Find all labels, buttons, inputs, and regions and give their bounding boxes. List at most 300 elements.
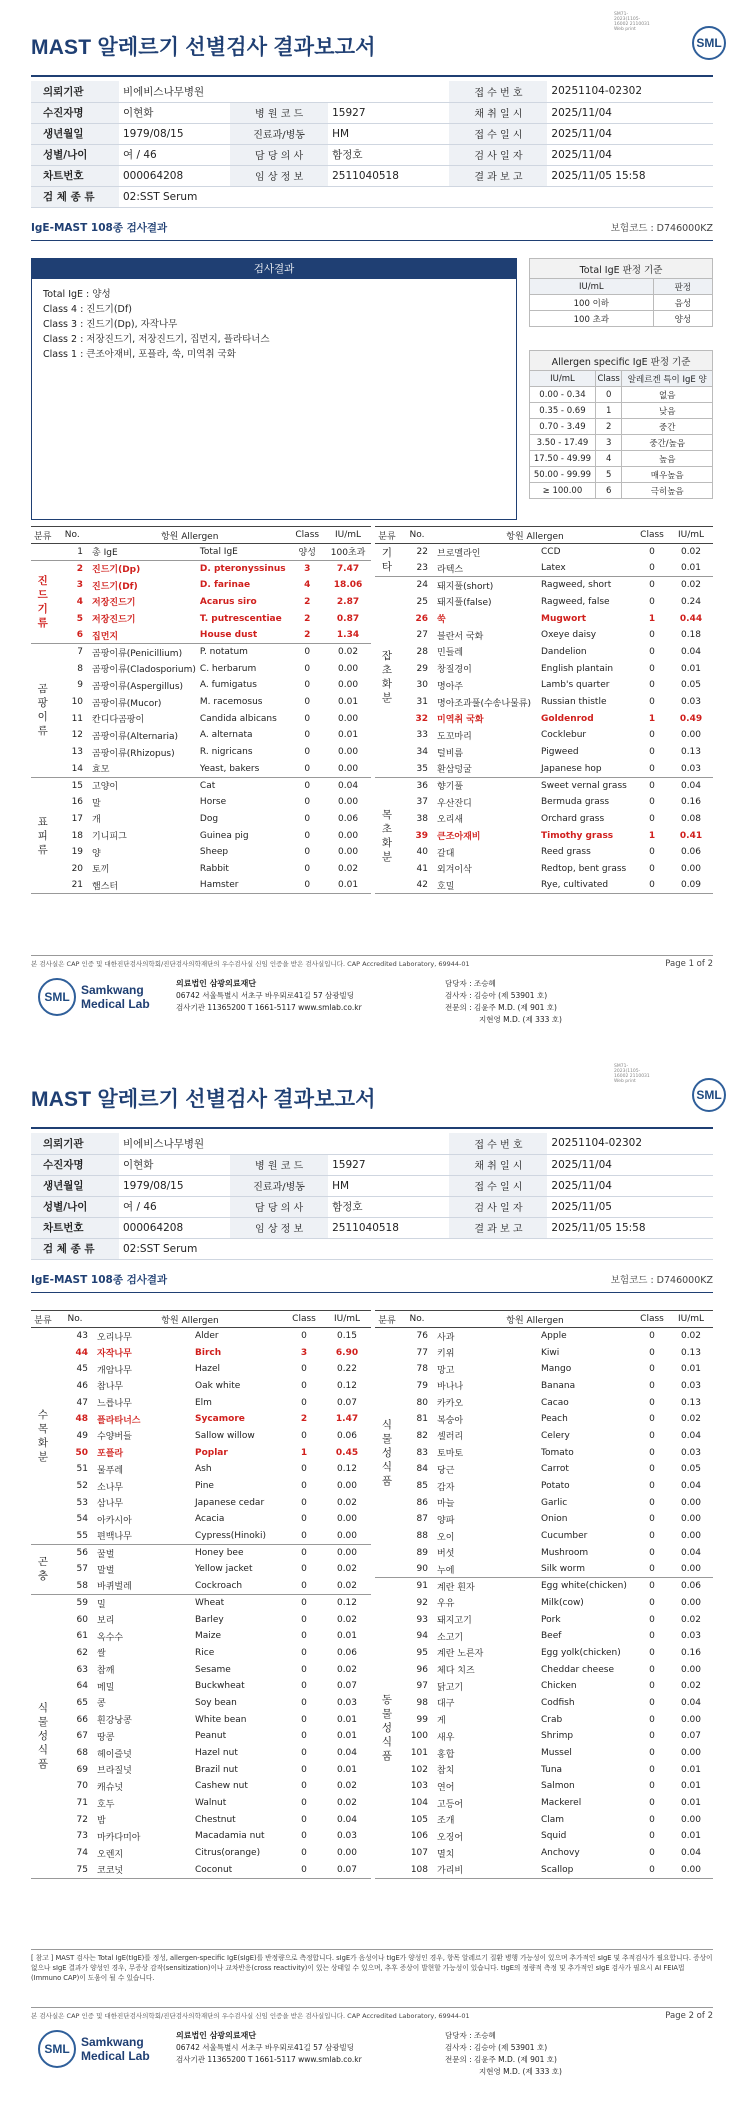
allergen-value: 0.02 [680, 547, 702, 558]
allergen-value: 0.13 [680, 1347, 702, 1358]
allergen-value: 0.05 [680, 680, 702, 691]
allergen-korean: 개 [92, 815, 101, 826]
allergen-no: 38 [416, 813, 428, 824]
allergen-no: 102 [410, 1764, 428, 1775]
allergen-row [375, 811, 713, 828]
table-header: Class [289, 527, 325, 544]
allergen-korean: 연어 [437, 1782, 455, 1793]
allergen-no: 14 [54, 760, 90, 777]
result-line: Class 4 : 진드기(Df) [43, 304, 132, 315]
allergen-row [375, 1845, 713, 1862]
allergen-no: 37 [416, 797, 428, 808]
allergen-class: 0 [649, 663, 655, 674]
allergen-english: Sycamore [195, 1414, 245, 1425]
allergen-no: 94 [416, 1631, 428, 1642]
allergen-row [375, 794, 713, 811]
criteria-cell: 4 [595, 451, 622, 467]
allergen-english: Rice [195, 1647, 215, 1658]
allergen-row [375, 827, 713, 844]
allergen-value: 0.02 [323, 1578, 371, 1595]
report-page-2 [0, 1052, 744, 2104]
allergen-value: 0.00 [338, 847, 359, 858]
allergen-row [31, 1528, 371, 1545]
table-header-row [31, 1311, 371, 1328]
allergen-english: Goldenrod [541, 713, 594, 724]
allergen-no: 83 [416, 1447, 428, 1458]
section-header [31, 220, 713, 241]
allergen-korean: 곰팡이류(Mucor) [92, 698, 162, 709]
title-rule [31, 1127, 713, 1129]
allergen-korean: 게 [437, 1716, 446, 1727]
allergen-no: 82 [416, 1430, 428, 1441]
allergen-english: Macadamia nut [195, 1831, 265, 1842]
allergen-no: 21 [54, 877, 90, 894]
allergen-english: Ragweed, short [541, 580, 612, 591]
allergen-row [375, 644, 713, 661]
allergen-row [31, 710, 371, 727]
allergen-english: Brazil nut [195, 1764, 238, 1775]
allergen-english: Peach [541, 1414, 568, 1425]
table-header: 분류 [375, 1311, 399, 1328]
allergen-value: 0.12 [336, 1464, 358, 1475]
allergen-row [375, 1678, 713, 1695]
table-header: IU/mL [669, 527, 713, 544]
allergen-no: 31 [416, 697, 428, 708]
allergen-english: Codfish [541, 1697, 575, 1708]
allergen-english: Reed grass [541, 847, 591, 858]
allergen-value: 0.00 [669, 1862, 713, 1879]
allergen-english: Cocklebur [541, 730, 587, 741]
category-label [31, 544, 54, 561]
allergen-class: 0 [301, 1614, 307, 1625]
allergen-english: Mushroom [541, 1547, 589, 1558]
allergen-korean: 양파 [437, 1515, 455, 1526]
allergen-class: 0 [301, 1647, 307, 1658]
allergen-value: 0.02 [680, 580, 702, 591]
allergen-row [31, 1628, 371, 1645]
allergen-value: 0.00 [680, 1497, 702, 1508]
allergen-english: Orchard grass [541, 813, 605, 824]
allergen-value: 0.00 [338, 663, 359, 674]
criteria-cell: 극히높음 [622, 483, 713, 499]
allergen-english: Egg yolk(chicken) [541, 1647, 621, 1658]
allergen-korean: 보리 [97, 1616, 115, 1627]
allergen-no: 59 [76, 1598, 88, 1609]
allergen-english: Dog [199, 813, 219, 824]
title-rule [31, 75, 713, 77]
allergen-no: 7 [77, 647, 84, 658]
allergen-korean: 계란 흰자 [437, 1582, 475, 1593]
allergen-row [375, 577, 713, 594]
allergen-row [375, 710, 713, 727]
allergen-value: 0.01 [325, 877, 371, 894]
allergen-row [31, 594, 371, 611]
allergen-row [31, 1778, 371, 1795]
allergen-no: 35 [399, 760, 435, 777]
section-title: IgE-MAST 108종 검사결과 [31, 221, 168, 234]
allergen-class: 0 [301, 1764, 307, 1775]
allergen-value: 0.06 [680, 1581, 702, 1592]
allergen-english: M. racemosus [199, 697, 263, 708]
allergen-english: Salmon [541, 1781, 575, 1792]
allergen-value: 0.00 [680, 863, 702, 874]
allergen-korean: 저장진드기 [92, 615, 136, 626]
allergen-english: Pork [541, 1614, 561, 1625]
allergen-value: 0.00 [338, 830, 359, 841]
allergen-row [31, 1394, 371, 1411]
allergen-no: 60 [76, 1614, 88, 1625]
allergen-no: 61 [76, 1631, 88, 1642]
allergen-table-right [375, 526, 713, 894]
allergen-no: 9 [77, 680, 84, 691]
allergen-row [31, 1595, 371, 1612]
category-label: 잡 초 화 분 [375, 577, 399, 777]
allergen-no: 47 [76, 1397, 88, 1408]
allergen-class: 0 [635, 1862, 669, 1879]
allergen-korean: 바퀴벌레 [95, 1578, 193, 1595]
allergen-korean: 자작나무 [97, 1349, 132, 1360]
allergen-no: 106 [410, 1831, 428, 1842]
allergen-korean: 말 [92, 798, 101, 809]
allergen-english: Buckwheat [195, 1681, 245, 1692]
allergen-no: 77 [416, 1347, 428, 1358]
allergen-value: 0.00 [680, 1664, 702, 1675]
allergen-no: 33 [416, 730, 428, 741]
allergen-row [31, 744, 371, 761]
table-header: 분류 [31, 527, 54, 544]
allergen-class: 1 [648, 830, 656, 841]
allergen-class: 0 [304, 863, 311, 874]
allergen-class: 0 [301, 1364, 307, 1375]
allergen-no: 74 [76, 1848, 88, 1859]
allergen-value: 0.09 [669, 877, 713, 894]
allergen-row [31, 544, 371, 561]
allergen-english: Beef [541, 1631, 562, 1642]
table-header: 항원 Allergen [95, 1311, 285, 1328]
allergen-row [375, 760, 713, 777]
allergen-korean: 오리새 [437, 815, 464, 826]
allergen-row [375, 1461, 713, 1478]
allergen-class: 0 [649, 1714, 655, 1725]
allergen-row [31, 727, 371, 744]
allergen-korean: 누에 [435, 1561, 539, 1578]
allergen-no: 91 [416, 1581, 428, 1592]
allergen-no: 32 [415, 713, 428, 724]
allergen-class: 1 [648, 713, 656, 724]
allergen-korean: 쑥 [437, 615, 446, 626]
allergen-value: 0.00 [338, 713, 359, 724]
allergen-no: 48 [75, 1414, 88, 1425]
table-header: Class [635, 527, 669, 544]
allergen-english: Pigweed [541, 747, 579, 758]
allergen-value: 0.05 [680, 1464, 702, 1475]
allergen-value: 0.03 [680, 1447, 702, 1458]
allergen-no: 68 [76, 1748, 88, 1759]
allergen-korean: 바나나 [437, 1382, 464, 1393]
allergen-no: 84 [416, 1464, 428, 1475]
allergen-no: 105 [410, 1814, 428, 1825]
allergen-value: 0.04 [336, 1814, 358, 1825]
allergen-korean: 셀러리 [437, 1432, 464, 1443]
allergen-no: 29 [416, 663, 428, 674]
allergen-korean: 포플라 [97, 1449, 124, 1460]
allergen-row [375, 1828, 713, 1845]
allergen-korean: 향기풀 [437, 782, 464, 793]
allergen-korean: 밀 [97, 1599, 106, 1610]
allergen-value: 0.01 [336, 1631, 358, 1642]
sml-logo: SML [692, 1078, 726, 1112]
allergen-english: Cockroach [193, 1578, 285, 1595]
allergen-value: 0.12 [336, 1380, 358, 1391]
allergen-row [31, 777, 371, 794]
allergen-row [375, 727, 713, 744]
allergen-class: 0 [649, 1764, 655, 1775]
allergen-korean: 우유 [437, 1599, 455, 1610]
criteria-cell: 2 [595, 419, 622, 435]
allergen-no: 50 [75, 1447, 88, 1458]
allergen-value: 0.24 [680, 596, 702, 607]
allergen-row [31, 1645, 371, 1662]
allergen-korean: 사과 [437, 1332, 455, 1343]
allergen-class: 0 [649, 1681, 655, 1692]
table-header: IU/mL [669, 1311, 713, 1328]
allergen-value: 0.04 [336, 1748, 358, 1759]
allergen-no: 58 [55, 1578, 95, 1595]
allergen-row [375, 1728, 713, 1745]
allergen-value: 0.04 [680, 1547, 702, 1558]
allergen-row [375, 1544, 713, 1561]
allergen-row [375, 1645, 713, 1662]
allergen-class: 0 [649, 1430, 655, 1441]
allergen-class: 0 [649, 1497, 655, 1508]
allergen-row [375, 1528, 713, 1545]
criteria-cell: 3 [595, 435, 622, 451]
allergen-class: 0 [301, 1798, 307, 1809]
allergen-english: Russian thistle [541, 697, 607, 708]
criteria-cell: 낮음 [622, 403, 713, 419]
allergen-korean: 아카시아 [97, 1515, 132, 1526]
allergen-korean: 브라질넛 [97, 1766, 132, 1777]
allergen-class: 0 [304, 830, 311, 841]
table-header-row [375, 1311, 713, 1328]
allergen-no: 51 [76, 1464, 88, 1475]
criteria-cell: 중간/높음 [622, 435, 713, 451]
allergen-english: Milk(cow) [541, 1597, 584, 1608]
allergen-no: 27 [416, 630, 428, 641]
allergen-english: Tomato [541, 1447, 574, 1458]
allergen-korean: 밤 [97, 1816, 106, 1827]
allergen-class: 0 [649, 1547, 655, 1558]
allergen-english: Banana [541, 1380, 576, 1391]
criteria-cell: 0 [595, 387, 622, 403]
allergen-value: 0.06 [338, 813, 359, 824]
allergen-english: Bermuda grass [541, 797, 610, 808]
criteria-cell: 매우높음 [622, 467, 713, 483]
allergen-class: 0 [649, 1481, 655, 1492]
allergen-class: 0 [301, 1697, 307, 1708]
allergen-value: 0.01 [336, 1714, 358, 1725]
allergen-korean: 콩 [97, 1699, 106, 1710]
allergen-korean: 소나무 [97, 1482, 124, 1493]
criteria-cell: 0.70 - 3.49 [530, 419, 596, 435]
allergen-no: 18 [71, 830, 84, 841]
allergen-value: 0.13 [680, 1397, 702, 1408]
allergen-row [375, 744, 713, 761]
allergen-value: 0.00 [338, 797, 359, 808]
allergen-no: 107 [410, 1848, 428, 1859]
allergen-no: 63 [76, 1664, 88, 1675]
allergen-no: 41 [416, 863, 428, 874]
allergen-korean: 고양이 [92, 782, 119, 793]
allergen-korean: 소고기 [437, 1632, 464, 1643]
allergen-korean: 참치 [437, 1766, 455, 1777]
allergen-korean: 멸치 [437, 1849, 455, 1860]
allergen-row [375, 1745, 713, 1762]
allergen-no: 69 [76, 1764, 88, 1775]
insurance-code: 보험코드 : D746000KZ [610, 222, 713, 234]
allergen-korean: 오이 [437, 1532, 455, 1543]
criteria-row [530, 419, 713, 435]
allergen-korean: 조개 [437, 1816, 455, 1827]
allergen-row [375, 1778, 713, 1795]
allergen-class: 0 [649, 1631, 655, 1642]
allergen-class: 0 [649, 1597, 655, 1608]
allergen-class: 3 [300, 1347, 308, 1358]
allergen-class: 0 [301, 1848, 307, 1859]
allergen-row [375, 1344, 713, 1361]
allergen-english: Celery [541, 1430, 570, 1441]
allergen-value: 0.07 [336, 1397, 358, 1408]
table-header: No. [54, 527, 90, 544]
table-header: 분류 [31, 1311, 55, 1328]
allergen-value: 0.06 [336, 1647, 358, 1658]
allergen-class: 0 [301, 1430, 307, 1441]
allergen-value: 2.87 [336, 596, 360, 607]
allergen-korean: 계란 노른자 [437, 1649, 484, 1660]
allergen-korean: 돼지풀(short) [437, 581, 494, 592]
allergen-english: Birch [195, 1347, 222, 1358]
allergen-class: 0 [304, 663, 311, 674]
allergen-no: 92 [416, 1597, 428, 1608]
criteria-cell: 0.35 - 0.69 [530, 403, 596, 419]
allergen-row [31, 1578, 371, 1595]
allergen-english: Yeast, bakers [198, 760, 289, 777]
allergen-class: 0 [649, 1848, 655, 1859]
table-header-row [31, 527, 371, 544]
lab-address: 의료법인 삼광의료재단 06742 서울특별시 서초구 바우뫼로41길 57 삼광빌딩 검사기관 11365200 T 1661-5117 www.smlab.co.kr [176, 979, 362, 1012]
allergen-row [375, 594, 713, 611]
allergen-row [375, 1478, 713, 1495]
allergen-no: 78 [416, 1364, 428, 1375]
criteria-cell: 17.50 - 49.99 [530, 451, 596, 467]
allergen-row [31, 577, 371, 594]
allergen-table-left [31, 1310, 371, 1879]
allergen-no: 42 [399, 877, 435, 894]
allergen-english: Oxeye daisy [541, 630, 597, 641]
allergen-row [31, 827, 371, 844]
allergen-value: 0.02 [336, 1497, 358, 1508]
allergen-english: R. nigricans [199, 747, 253, 758]
allergen-english: Cacao [541, 1397, 569, 1408]
allergen-value: 6.90 [335, 1347, 359, 1358]
category-label: 곤 충 [31, 1544, 55, 1594]
allergen-row [31, 644, 371, 661]
allergen-korean: 호밀 [435, 877, 539, 894]
allergen-no: 86 [416, 1497, 428, 1508]
allergen-no: 20 [71, 863, 84, 874]
allergen-class: 0 [649, 630, 655, 641]
table-header: No. [399, 527, 435, 544]
criteria-row [530, 467, 713, 483]
allergen-class: 0 [649, 1697, 655, 1708]
allergen-english: Ash [195, 1464, 212, 1475]
allergen-english: Ragweed, false [541, 596, 610, 607]
allergen-class: 0 [301, 1380, 307, 1391]
allergen-value: 0.00 [325, 760, 371, 777]
allergen-class: 0 [304, 713, 311, 724]
allergen-korean: 라텍스 [435, 560, 539, 577]
allergen-english: Yellow jacket [195, 1564, 253, 1575]
allergen-no: 2 [76, 563, 84, 574]
allergen-english: Chicken [541, 1681, 577, 1692]
allergen-korean: 오징어 [437, 1832, 464, 1843]
allergen-no: 108 [399, 1862, 435, 1879]
allergen-row [31, 877, 371, 894]
allergen-row [375, 1394, 713, 1411]
allergen-row [31, 1428, 371, 1445]
allergen-no: 72 [76, 1814, 88, 1825]
footer-cert-line: 본 검사실은 CAP 인증 및 대한진단검사의학회/진단검사의학재단의 우수검사실 신임 인증을 받은 검사실입니다. CAP Accredited Laboratory, 69944-01 Page 2 of 2 [31, 2007, 713, 2021]
allergen-korean: 돼지고기 [437, 1616, 472, 1627]
allergen-row [375, 877, 713, 894]
allergen-english: Poplar [195, 1447, 228, 1458]
allergen-korean: 브로멜라인 [437, 548, 481, 559]
allergen-korean: 양 [92, 848, 101, 859]
table-header: No. [399, 1311, 435, 1328]
allergen-no: 36 [416, 780, 428, 791]
allergen-korean: 환삼덩굴 [435, 760, 539, 777]
table-header: IU/mL [325, 527, 371, 544]
allergen-class: 0 [289, 877, 325, 894]
allergen-row [375, 1611, 713, 1628]
category-label: 표 피 류 [31, 777, 54, 894]
allergen-english: Timothy grass [541, 830, 614, 841]
allergen-no: 53 [76, 1497, 88, 1508]
allergen-english: Rye, cultivated [539, 877, 635, 894]
allergen-korean: 느릅나무 [97, 1399, 132, 1410]
allergen-english: Kiwi [541, 1347, 560, 1358]
allergen-value: 0.02 [680, 1331, 702, 1342]
allergen-korean: 털비름 [437, 748, 464, 759]
allergen-class: 0 [649, 847, 655, 858]
allergen-value: 0.01 [680, 1831, 702, 1842]
allergen-korean: 미역취 국화 [437, 715, 484, 726]
allergen-english: Japanese cedar [195, 1497, 265, 1508]
allergen-value: 0.00 [680, 1714, 702, 1725]
allergen-korean: 저장진드기 [92, 598, 136, 609]
allergen-class: 0 [649, 1331, 655, 1342]
allergen-value: 0.44 [679, 613, 703, 624]
allergen-no: 70 [76, 1781, 88, 1792]
allergen-korean: 땅콩 [97, 1732, 115, 1743]
lab-logo: SML Samkwang Medical Lab [38, 978, 150, 1016]
allergen-row [375, 1761, 713, 1778]
allergen-korean: 효모 [90, 760, 198, 777]
allergen-value: 0.16 [680, 797, 702, 808]
allergen-row [31, 1661, 371, 1678]
lab-address: 의료법인 삼광의료재단 06742 서울특별시 서초구 바우뫼로41길 57 삼광빌딩 검사기관 11365200 T 1661-5117 www.smlab.co.kr [176, 2031, 362, 2064]
criteria-row [530, 403, 713, 419]
